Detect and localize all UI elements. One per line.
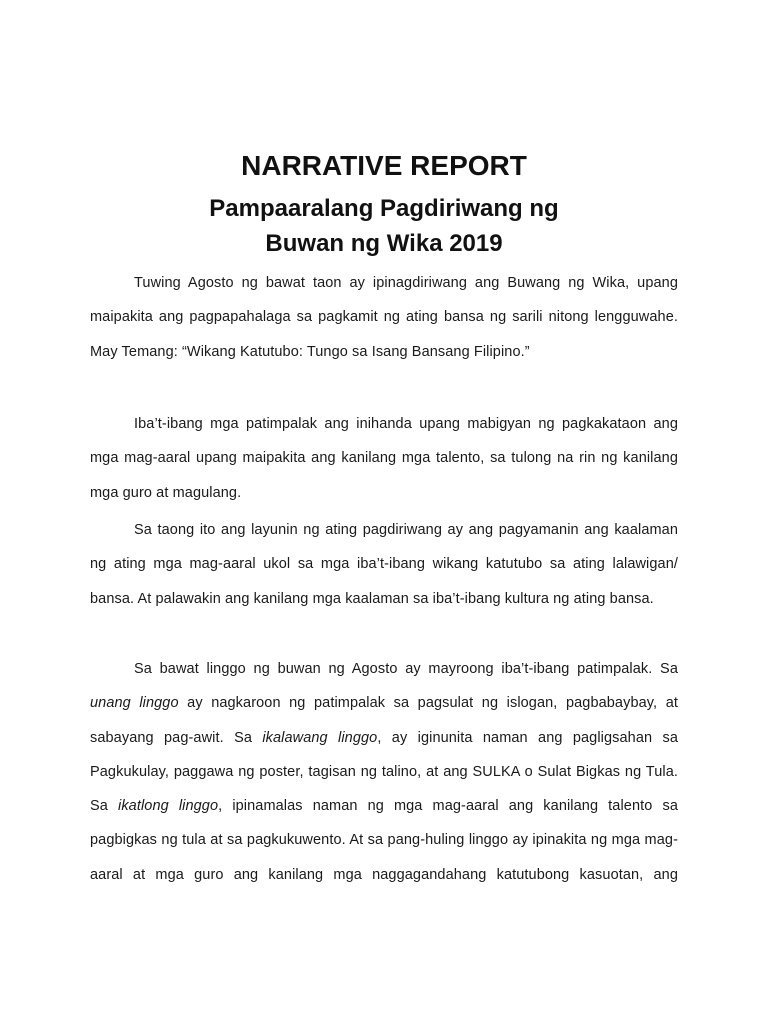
report-subtitle-line2: Buwan ng Wika 2019 <box>265 230 503 257</box>
paragraph-weekly-activities <box>90 652 678 892</box>
report-title: NARRATIVE REPORT <box>241 150 527 181</box>
paragraph-text-part: , ipinamalas naman ng mga mag-aaral ang kanilang talento sa pagbigkas ng tula at sa pagkukuwento. At sa pang-huling linggo ay ipinakita ng mga mag-aaral at mga guro ang kanilang mga naggagandahang katutubong kasuotan, ang <box>90 798 678 883</box>
week-label-first: unang linggo <box>90 695 179 712</box>
paragraph-contests: Iba’t-ibang mga patimpalak ang inihanda upang mabigyan ng pagkakataon ang mga mag-aaral upang maipakita ang kanilang mga talento, sa tulong na rin ng kanilang mga guro at magulang. <box>90 416 678 501</box>
week-label-second: ikalawang linggo <box>262 729 378 746</box>
paragraph-objective: Sa taong ito ang layunin ng ating pagdiriwang ay ang pagyamanin ang kaalaman ng ating mga mag-aaral ukol sa mga iba’t-ibang wikang katutubo sa ating lalawigan/ bansa. At palawakin ang kanilang mga kaalaman sa iba’t-ibang kultura ng ating bansa. <box>90 522 678 607</box>
week-label-third: ikatlong linggo <box>118 798 219 815</box>
paragraph-intro: Tuwing Agosto ng bawat taon ay ipinagdiriwang ang Buwang ng Wika, upang maipakita ang pagpapahalaga sa pagkamit ng ating bansa ng sarili nitong lengguwahe. May Temang: “Wikang Katutubo: Tungo sa Isang Bansang Filipino.” <box>90 275 678 360</box>
report-subtitle-line1: Pampaaralang Pagdiriwang ng <box>209 195 559 222</box>
paragraph-text-part: ay nagkaroon ng patimpalak sa pagsulat ng islogan, pagbabaybay, at sabayang pag-awit. Sa <box>90 695 678 746</box>
paragraph-text-part: , ay iginunita naman ang pagligsahan sa Pagkukulay, paggawa ng poster, tagisan ng talino, at ang SULKA o Sulat Bigkas ng Tula. Sa <box>90 729 678 815</box>
paragraph-text-part: Sa bawat linggo ng buwan ng Agosto ay mayroong iba’t-ibang patimpalak. Sa <box>134 661 678 677</box>
